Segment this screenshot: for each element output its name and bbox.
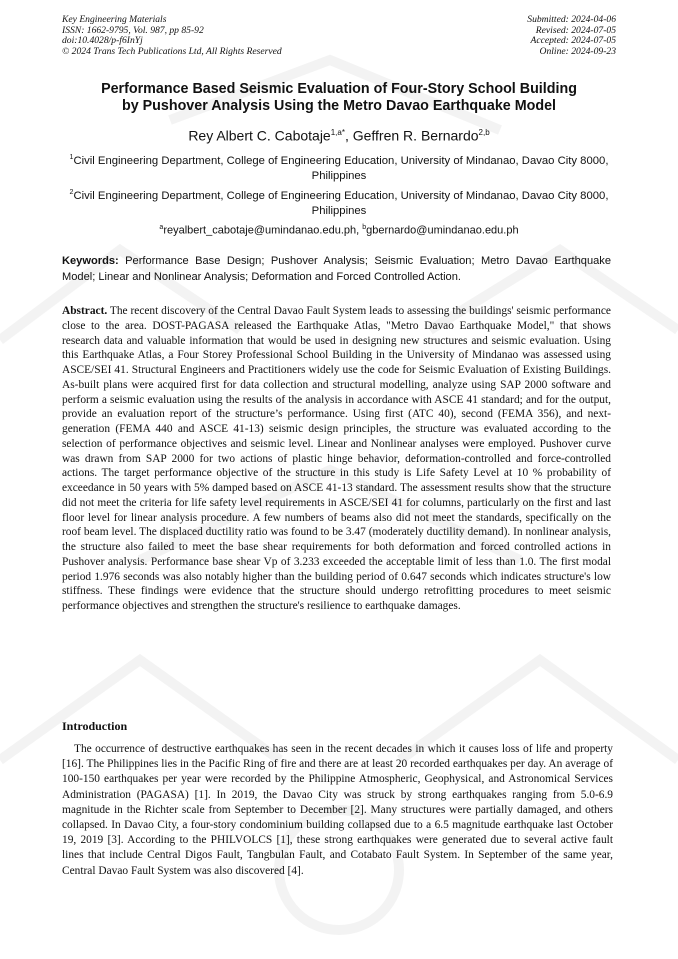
email-b[interactable]: gbernardo@umindanao.edu.ph <box>366 224 519 237</box>
email-a-mark: a <box>159 224 164 231</box>
introduction-heading: Introduction <box>62 719 128 733</box>
author-1: Rey Albert C. Cabotaje <box>188 127 331 144</box>
revised-date: Revised: 2024-07-05 <box>535 24 616 36</box>
journal-info <box>62 15 282 57</box>
abstract-paragraph <box>62 304 611 614</box>
abstract-text: The recent discovery of the Central Davao Fault System leads to assessing the buildings' seismic performance close to the area. DOST-PAGASA released the Earthquake Atlas, "Metro Davao Earthquake Model," that shows research data and valuable information that would be used in designing new structures and seismic evaluation. Using this Earthquake Atlas, a Four Storey Professional School Building in the University of Mindanao was assessed using ASCE/SEI 41. Structural Engineers and Practitioners widely use the code for Seismic Evaluation of Existing Buildings. As-built plans were acquired first for data collection and structural modelling, analyze using SAP 2000 software and perform a seismic evaluation using the results of the analysis in accordance with ASCE 41 standard; and for the output, provide an evaluation report of the structure’s performance. Using first (ATC 40), second (FEMA 356), and next-generation (FEMA 440 and ASCE 41-13) seismic design principles, the structure was evaluated according to the selection of performance objectives and seismic level. Linear and Nonlinear analyses were employed. Pushover curve was drawn from SAP 2000 for two actions of plastic hinge behavior, deformation-controlled and force-controlled actions. The target performance objective of the structure in this study is Life Safety Level at 10 % probability of exceedance in 50 years with 5% damped based on ASCE 41-13 standard. The assessment results show that the structure did not meet the criteria for life safety level requirements in ASCE/SEI 41 for columns, particularly on the first and last floor level for linear analysis procedure. A few numbers of beams also did not meet the standards, specifically on the roof beam level. The displaced ductility ratio was found to be 3.47 (moderately ductility demand). In nonlinear analysis, the structure also failed to meet the base shear requirements for both deformation and forced controlled actions in Pushover analysis. Performance base shear Vp of 3.233 exceeded the acceptable limit of less than 1.0. The first modal period 1.976 seconds was also notably higher than the building period of 0.647 seconds which indicates structure's low stiffness. These findings were evidence that the structure should undergo retrofitting procedures to meet seismic performance objectives and strengthen the structure's resilience to earthquake damages. <box>62 305 611 612</box>
title-line-2: by Pushover Analysis Using the Metro Davao Earthquake Model <box>121 98 557 114</box>
author-emails <box>62 221 616 238</box>
author-2: Geffren R. Bernardo <box>352 127 479 144</box>
affiliation-2 <box>62 185 616 220</box>
journal-name: Key Engineering Materials <box>62 14 167 25</box>
accepted-date: Accepted: 2024-07-05 <box>530 35 616 47</box>
issn: ISSN: 1662-9795, Vol. 987, pp 85-92 <box>62 24 204 36</box>
email-b-mark: b <box>362 224 367 231</box>
abstract-label: Abstract. <box>62 305 108 317</box>
author-list <box>62 125 616 144</box>
paper-title <box>62 81 616 115</box>
email-a[interactable]: reyalbert_cabotaje@umindanao.edu.ph, <box>163 224 363 237</box>
keywords-paragraph <box>62 254 611 285</box>
title-line-1: Performance Based Seismic Evaluation of Four-Story School Building <box>101 81 577 97</box>
affiliation-2-number: 2 <box>69 189 74 196</box>
doi: doi:10.4028/p-f6InYj <box>62 35 143 47</box>
keywords-label: Keywords: <box>62 255 119 267</box>
affiliation-2-text: Civil Engineering Department, College of Engineering Education, University of Mindanao, Davao City 8000, Philippines <box>73 189 609 218</box>
affiliation-1 <box>62 150 616 185</box>
submitted-date: Submitted: 2024-04-06 <box>527 14 616 25</box>
copyright: © 2024 Trans Tech Publications Ltd, All Rights Reserved <box>62 45 282 57</box>
author-1-affiliation-mark: 1,a* <box>330 128 345 137</box>
author-separator: , <box>344 127 353 144</box>
affiliation-1-number: 1 <box>69 154 74 161</box>
author-2-affiliation-mark: 2,b <box>478 128 490 137</box>
online-date: Online: 2024-09-23 <box>539 45 616 57</box>
affiliation-1-text: Civil Engineering Department, College of Engineering Education, University of Mindanao, Davao City 8000, Philippines <box>73 154 609 183</box>
introduction-paragraph: The occurrence of destructive earthquakes has seen in the recent decades in which it causes loss of life and property [16]. The Philippines lies in the Pacific Ring of fire and there are at least 20 recorded earthquakes per day. An average of 100-150 earthquakes per year were recorded by the Philippine Atmospheric, Geophysical, and Astronomical Services Administration (PAGASA) [1]. In 2019, the Davao City was struck by strong earthquakes ranging from 5.0-6.9 magnitude in the Richter scale from September to December [2]. Many structures were partially damaged, and others collapsed. In Davao City, a four-story condominium building collapsed due to a 6.5 magnitude earthquake last October 19, 2019 [3]. According to the PHILVOLCS [1], these strong earthquakes were generated due to several active fault lines that include Central Digos Fault, Tangbulan Fault, and Cotabato Fault System. In September of the same year, Central Davao Fault System was also discovered [4]. <box>62 743 613 877</box>
publication-dates <box>527 15 616 57</box>
keywords-text: Performance Base Design; Pushover Analysis; Seismic Evaluation; Metro Davao Earthquake Model; Linear and Nonlinear Analysis; Deformation and Forced Controlled Action. <box>62 255 611 283</box>
